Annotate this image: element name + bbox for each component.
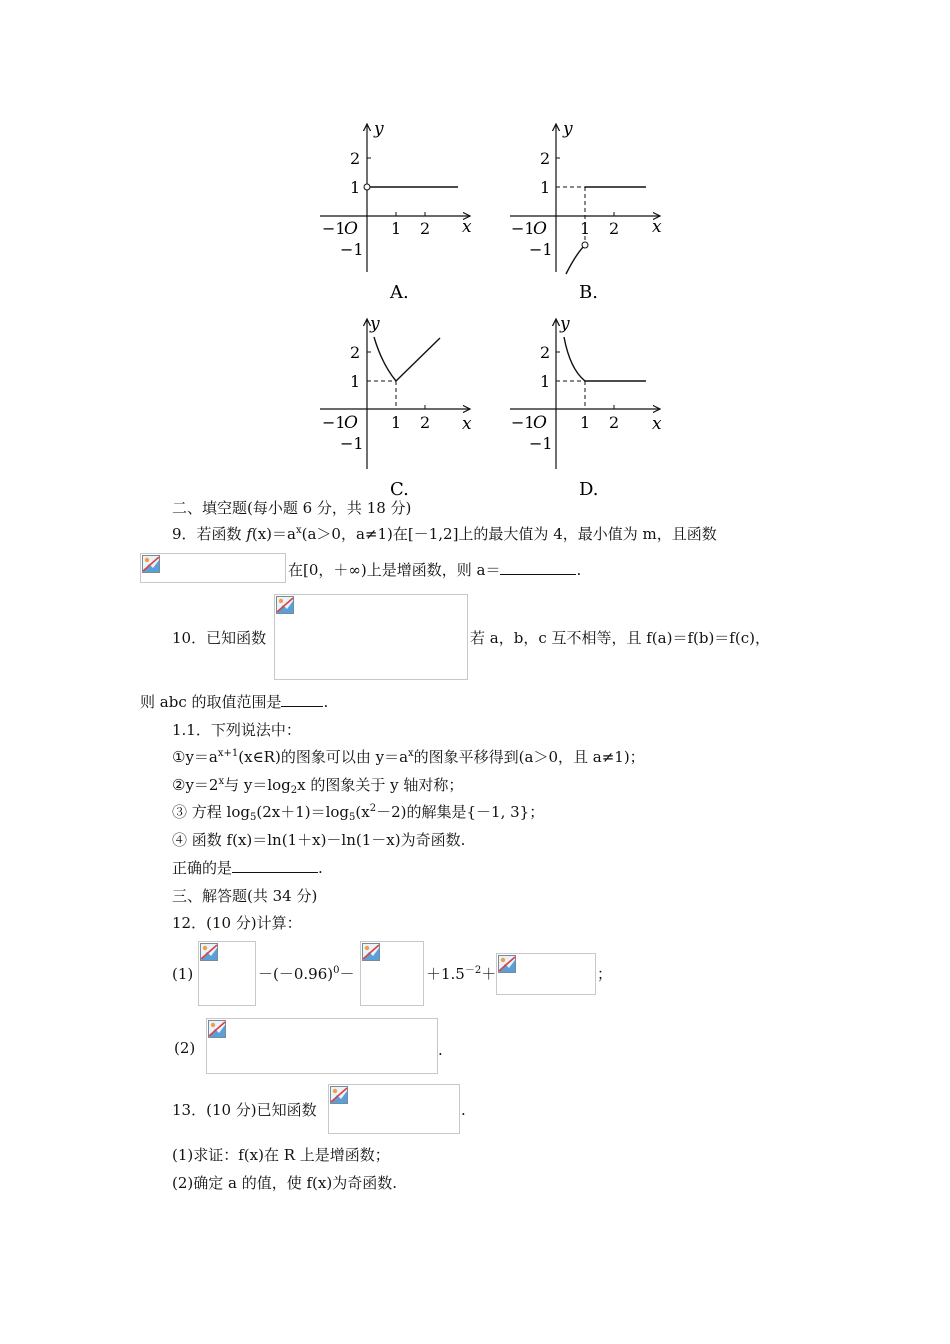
- q11-title: 1.1．下列说法中：: [172, 721, 301, 739]
- q12-expr-image-1: [198, 941, 256, 1006]
- q13-formula-image: [328, 1084, 460, 1134]
- broken-image-icon: [208, 1020, 226, 1038]
- axis-y-label: y: [370, 314, 380, 334]
- answer-blank[interactable]: [232, 858, 318, 873]
- section2-title: 二、填空题(每小题 6 分，共 18 分): [172, 499, 412, 517]
- tick-yneg1: −1: [340, 434, 364, 453]
- tick-y2: 2: [350, 149, 361, 168]
- caption-d: D.: [579, 479, 599, 500]
- q12-expr-image-4: [206, 1018, 438, 1074]
- tick-2: 2: [609, 219, 620, 238]
- broken-image-icon: [498, 955, 516, 973]
- broken-image-icon: [330, 1086, 348, 1104]
- caption-c: C.: [390, 479, 409, 500]
- q10-formula-image: [274, 594, 468, 680]
- tick-1: 1: [580, 413, 591, 432]
- q10-line2: 则 abc 的取值范围是 .: [140, 693, 329, 711]
- q11-statement-3: ③ 方程 $\log_5(2x+1)=\log_5(x^2-2)$的解集是{－1, 3}；: [172, 803, 545, 823]
- tick-yneg1: −1: [529, 240, 553, 259]
- axis-x-label: x: [462, 414, 472, 434]
- graph-b: [510, 119, 662, 303]
- section3-title: 三、解答题(共 34 分): [172, 887, 318, 905]
- origin-label: O: [533, 413, 547, 433]
- tick-2: 2: [420, 413, 431, 432]
- answer-blank[interactable]: [281, 692, 323, 707]
- q9-formula-image: [140, 553, 286, 583]
- q12-part1-mid: $-(-0.96)^0-$: [258, 965, 355, 983]
- origin-label: O: [533, 219, 547, 239]
- graph-a: [320, 119, 472, 303]
- q12-part1-end: ；: [597, 965, 613, 983]
- tick-neg1: −1: [322, 219, 346, 238]
- graph-d: [510, 314, 662, 500]
- q12-expr-image-2: [360, 941, 424, 1006]
- tick-y2: 2: [540, 343, 551, 362]
- q12-part1-label: (1): [172, 965, 194, 983]
- axis-y-label: y: [374, 119, 384, 139]
- broken-image-icon: [142, 555, 160, 573]
- q13-title: 13．(10 分)已知函数: [172, 1101, 317, 1119]
- caption-b: B.: [579, 282, 598, 303]
- tick-y2: 2: [540, 149, 551, 168]
- tick-neg1: −1: [511, 219, 535, 238]
- axis-y-label: y: [563, 119, 573, 139]
- tick-yneg1: −1: [340, 240, 364, 259]
- q12-part2-end: .: [438, 1041, 443, 1059]
- tick-2: 2: [609, 413, 620, 432]
- caption-a: A.: [390, 282, 409, 303]
- q13-part2: (2)确定 a 的值，使 f(x)为奇函数.: [172, 1174, 397, 1192]
- q12-part1-plus: $+1.5^{-2}+$: [426, 965, 497, 983]
- tick-y2: 2: [350, 343, 361, 362]
- tick-1: 1: [391, 413, 402, 432]
- q12-expr-image-3: [496, 953, 596, 995]
- broken-image-icon: [200, 943, 218, 961]
- tick-2: 2: [420, 219, 431, 238]
- tick-y1: 1: [350, 178, 361, 197]
- graph-c: [320, 314, 472, 500]
- broken-image-icon: [362, 943, 380, 961]
- origin-label: O: [344, 219, 358, 239]
- answer-blank[interactable]: [500, 560, 576, 575]
- q10-label: 10．已知函数: [172, 629, 267, 647]
- axis-y-label: y: [560, 314, 570, 334]
- axis-x-label: x: [652, 217, 662, 237]
- q13-title-end: .: [461, 1101, 466, 1119]
- q9-line1: 9．若函数 $f(x)=a^x(a>0$，a≠1)在[－1,2]上的最大值为 4，最小值为 m，且函数: [172, 525, 717, 543]
- q10-condition: 若 a，b，c 互不相等，且 f(a)＝f(b)＝f(c)，: [470, 629, 770, 647]
- q11-statement-2: $②y=2^x$与 $y=\log_2x$ 的图象关于 y 轴对称；: [172, 776, 464, 796]
- tick-neg1: −1: [511, 413, 535, 432]
- origin-label: O: [344, 413, 358, 433]
- tick-y1: 1: [540, 372, 551, 391]
- q12-part2-label: (2): [174, 1039, 196, 1057]
- axis-x-label: x: [462, 217, 472, 237]
- q11-statement-4: ④ 函数 f(x)＝ln(1＋x)－ln(1－x)为奇函数.: [172, 831, 466, 849]
- tick-yneg1: −1: [529, 434, 553, 453]
- q11-statement-1: $①y=a^{x+1}(x\in R)$的图象可以由 $y=a^x$的图象平移得到(a＞0，且 a≠1)；: [172, 748, 645, 766]
- q9-line2: 在[0，＋∞)上是增函数，则 a＝ .: [288, 561, 582, 579]
- q13-part1: (1)求证：f(x)在 R 上是增函数；: [172, 1146, 390, 1164]
- tick-1: 1: [391, 219, 402, 238]
- option-graphs: [300, 112, 680, 507]
- axis-x-label: x: [652, 414, 662, 434]
- tick-neg1: −1: [322, 413, 346, 432]
- broken-image-icon: [276, 596, 294, 614]
- q11-answer: 正确的是 .: [172, 859, 323, 877]
- tick-y1: 1: [540, 178, 551, 197]
- tick-y1: 1: [350, 372, 361, 391]
- q12-title: 12．(10 分)计算：: [172, 914, 302, 932]
- tick-1: 1: [580, 219, 591, 238]
